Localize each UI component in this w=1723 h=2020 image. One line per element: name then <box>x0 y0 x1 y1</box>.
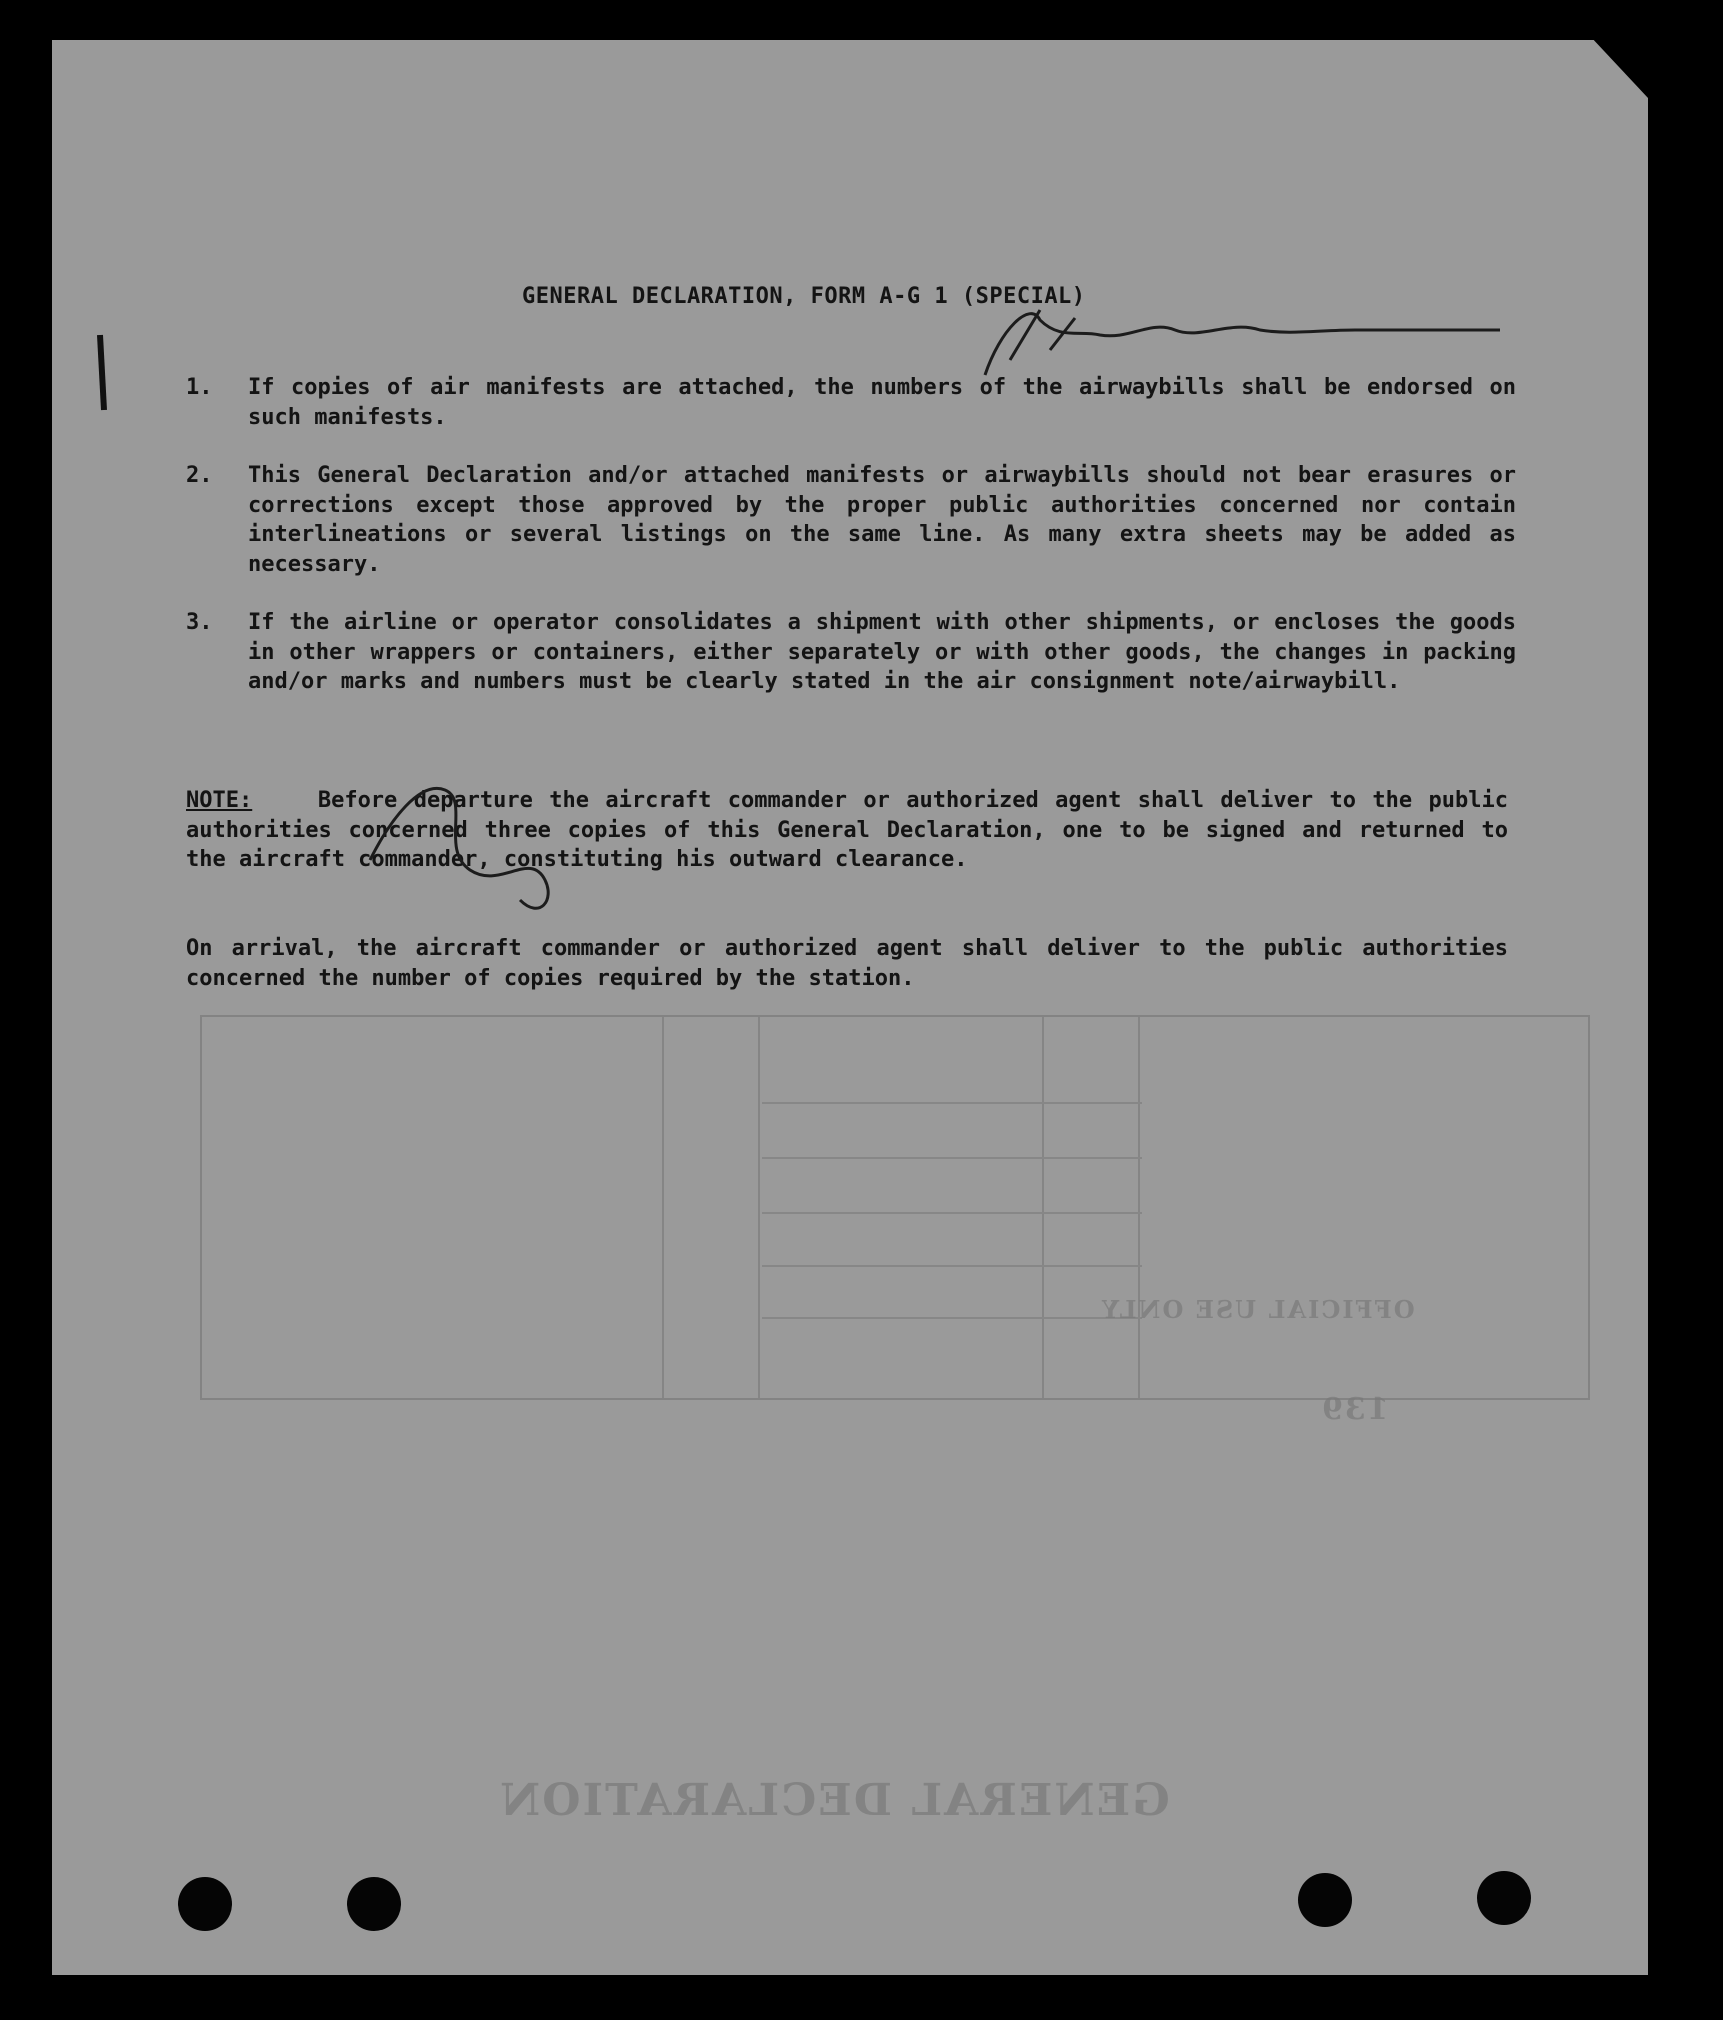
item-text: If copies of air manifests are attached, the numbers of the airwaybills shall be endorsed on such manifests. <box>248 375 1516 430</box>
page-title: GENERAL DECLARATION, FORM A-G 1 (SPECIAL) <box>522 284 1086 309</box>
punch-hole <box>178 1877 232 1931</box>
bleed-through-number: 139 <box>1320 1392 1389 1427</box>
item-text: This General Declaration and/or attached manifests or airwaybills should not bear erasures or corrections except those approved by the proper public authorities concerned nor contain interlineations or several listings on the same line. As many extra sheets may be added as necessary. <box>248 463 1516 577</box>
handwritten-signature <box>985 314 1500 375</box>
item-text: If the airline or operator consolidates a shipment with other shipments, or encloses the goods in other wrappers or containers, either separately or with other goods, the changes in packing and/or marks and numbers must be clearly stated in the air consignment note/airwaybill. <box>248 610 1516 694</box>
item-number: 1. <box>186 375 213 400</box>
punch-hole <box>1477 1871 1531 1925</box>
item-number: 3. <box>186 610 213 635</box>
margin-mark <box>100 335 104 410</box>
item-number: 2. <box>186 463 213 488</box>
note-label: NOTE: <box>186 788 253 813</box>
note-text: Before departure the aircraft commander or authorized agent shall deliver to the public authorities concerned three copies of this General Declaration, one to be signed and returned to the aircraft commander, constituting his outward clearance. <box>186 788 1508 872</box>
punch-hole <box>1298 1873 1352 1927</box>
bleed-through-heading: GENERAL DECLARATION <box>498 1775 1170 1826</box>
punch-hole <box>347 1877 401 1931</box>
arrival-paragraph: On arrival, the aircraft commander or authorized agent shall deliver to the public authorities concerned the number of copies required by the station. <box>186 936 1508 991</box>
bleed-through-official-use: OFFICIAL USE ONLY <box>1100 1295 1415 1324</box>
handwritten-annotation <box>370 788 548 908</box>
